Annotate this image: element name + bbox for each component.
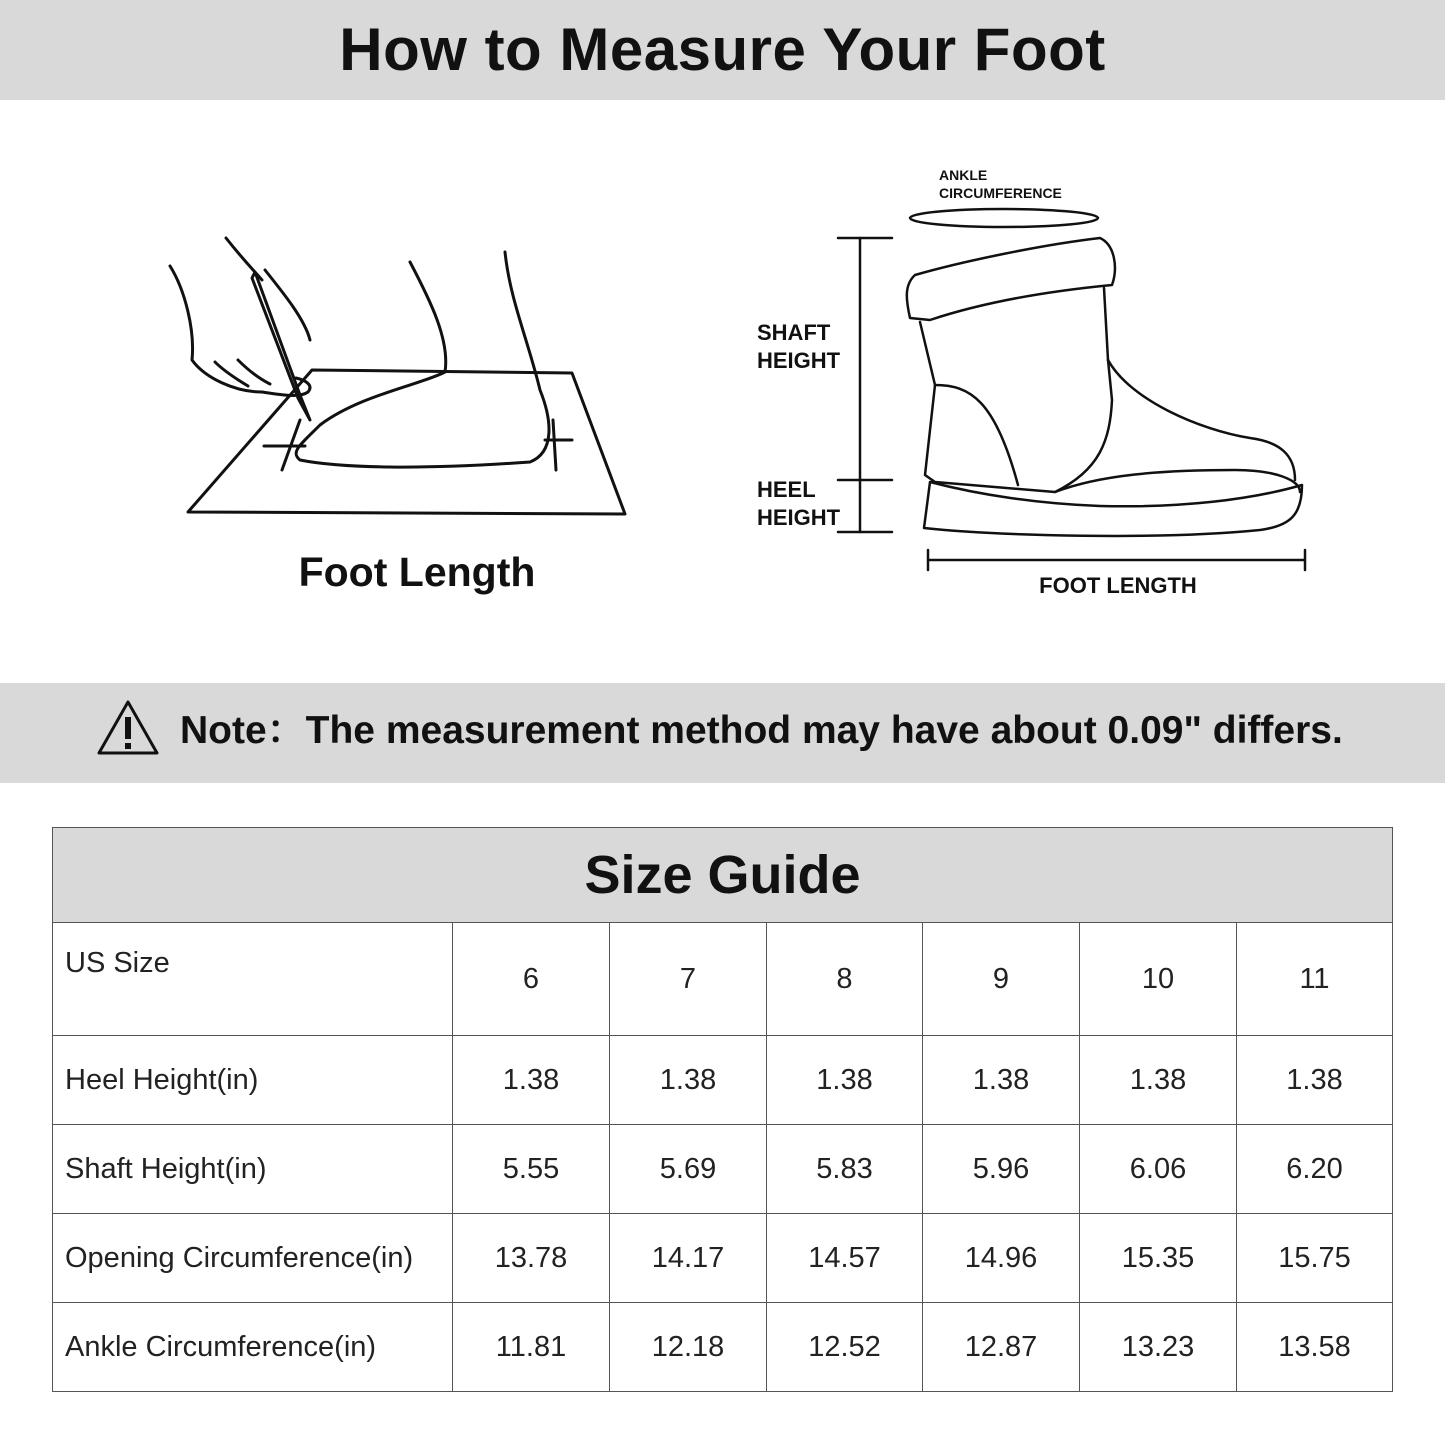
table-cell: 15.35 [1080,1214,1237,1303]
table-cell: 12.18 [610,1303,767,1392]
table-cell: 6.20 [1237,1125,1393,1214]
row-label: Heel Height(in) [53,1036,453,1125]
boot-body [920,322,1300,492]
table-cell: 11 [1237,923,1393,1036]
boot-drawing [838,209,1305,570]
boot-shaft-back [1104,288,1108,360]
size-guide-title: Size Guide [53,828,1393,923]
table-cell: 13.78 [453,1214,610,1303]
boot-fur-cuff [907,238,1115,320]
table-cell: 13.58 [1237,1303,1393,1392]
table-cell: 10 [1080,923,1237,1036]
table-cell: 11.81 [453,1303,610,1392]
table-cell: 15.75 [1237,1214,1393,1303]
foot-outline [296,252,549,467]
shaft-label-line1: SHAFT [757,320,831,345]
pen-icon [252,272,310,420]
table-row [53,1036,1393,1125]
foot-tracing-drawing [170,238,625,514]
boot-zipper-seam [1055,360,1112,492]
title-banner [0,0,1445,100]
table-cell: 1.38 [923,1036,1080,1125]
table-row [53,1214,1393,1303]
foot-length-caption: Foot Length [298,549,536,595]
table-cell: 5.83 [767,1125,923,1214]
warning-triangle-icon [96,699,160,757]
shaft-label-line2: HEIGHT [757,348,841,373]
foot-length-label: FOOT LENGTH [1039,573,1197,598]
table-cell: 9 [923,923,1080,1036]
ankle-circumference-ring [910,209,1098,227]
table-cell: 12.52 [767,1303,923,1392]
table-cell: 6 [453,923,610,1036]
size-guide-table [52,827,1393,1392]
table-cell: 14.96 [923,1214,1080,1303]
row-label: US Size [53,923,453,1036]
table-cell: 5.55 [453,1125,610,1214]
table-cell: 5.96 [923,1125,1080,1214]
ankle-label-line1: ANKLE [939,167,988,183]
table-cell: 1.38 [767,1036,923,1125]
row-label: Opening Circumference(in) [53,1214,453,1303]
row-label: Ankle Circumference(in) [53,1303,453,1392]
table-cell: 1.38 [453,1036,610,1125]
table-cell: 1.38 [1237,1036,1393,1125]
boot-sole [924,482,1302,536]
heel-label-line1: HEEL [757,477,816,502]
row-label: Shaft Height(in) [53,1125,453,1214]
table-row [53,923,1393,1036]
table-row [53,1303,1393,1392]
table-cell: 1.38 [1080,1036,1237,1125]
measurement-illustration [0,100,1445,683]
boot-toe [1108,360,1295,480]
heel-mark-cross [553,420,556,470]
ankle-label-line2: CIRCUMFERENCE [939,185,1062,201]
table-cell: 13.23 [1080,1303,1237,1392]
boot-heel-counter [935,385,1018,485]
table-cell: 14.17 [610,1214,767,1303]
table-row [53,1125,1393,1214]
heel-label-line2: HEIGHT [757,505,841,530]
table-cell: 12.87 [923,1303,1080,1392]
note-banner [0,683,1445,783]
note-text: Note：The measurement method may have about 0.09" differs. [180,709,1343,752]
page-title: How to Measure Your Foot [339,16,1106,83]
table-cell: 8 [767,923,923,1036]
table-cell: 5.69 [610,1125,767,1214]
table-cell: 7 [610,923,767,1036]
table-cell: 6.06 [1080,1125,1237,1214]
table-cell: 14.57 [767,1214,923,1303]
table-cell: 1.38 [610,1036,767,1125]
